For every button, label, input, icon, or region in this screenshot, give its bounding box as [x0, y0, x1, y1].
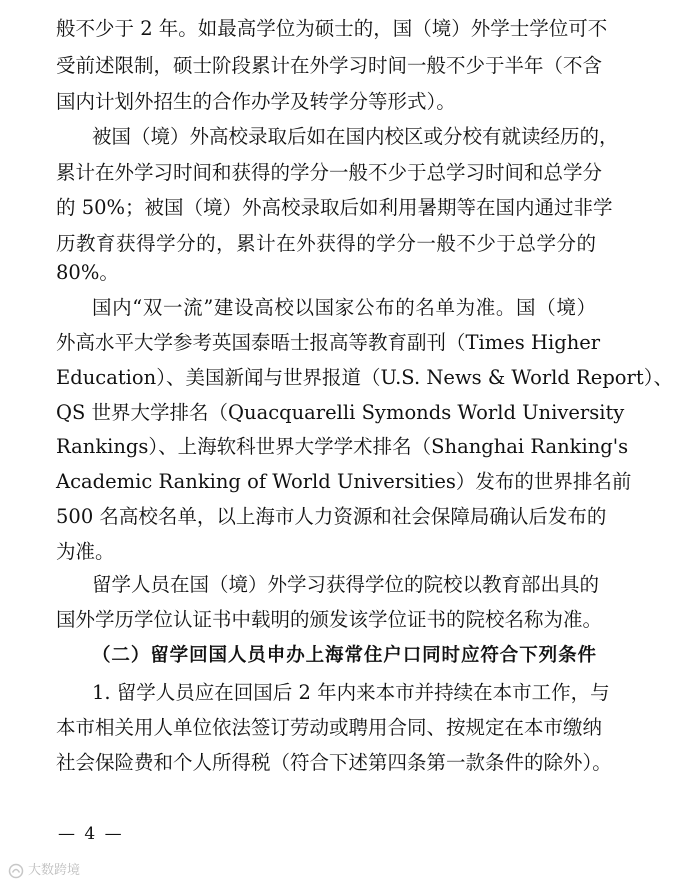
paragraph-line: 国外学历学位认证书中载明的颁发该学位证书的院校名称为准。: [56, 608, 603, 631]
section-heading: （二）留学回国人员申办上海常住户口同时应符合下列条件: [92, 645, 596, 666]
paragraph-line: 社会保险费和个人所得税（符合下述第四条第一款条件的除外）。: [56, 751, 612, 774]
paragraph-line: 的 50%；被国（境）外高校录取后如利用暑期等在国内通过非学: [56, 196, 613, 219]
paragraph-line: 般不少于 2 年。如最高学位为硕士的，国（境）外学士学位可不: [56, 17, 608, 40]
brand-logo-icon: [8, 863, 24, 879]
paragraph-line: 80%。: [56, 261, 119, 284]
paragraph-line: 国内“双一流”建设高校以国家公布的名单为准。国（境）: [92, 296, 596, 319]
watermark-text: 大数跨境: [28, 863, 81, 878]
paragraph-line: Rankings）、上海软科世界大学学术排名（Shanghai Ranking's: [56, 435, 629, 458]
paragraph-line: 国内计划外招生的合作办学及转学分等形式）。: [56, 90, 456, 113]
paragraph-line: 受前述限制，硕士阶段累计在外学习时间一般不少于半年（不含: [56, 54, 603, 77]
paragraph-line: 留学人员在国（境）外学习获得学位的院校以教育部出具的: [92, 573, 600, 596]
paragraph-line: 被国（境）外高校录取后如在国内校区或分校有就读经历的，: [92, 125, 619, 148]
paragraph-line: QS 世界大学排名（Quacquarelli Symonds World University: [56, 401, 625, 424]
paragraph-line: Academic Ranking of World Universities）发布的世界排名前: [56, 470, 632, 493]
paragraph-line: Education）、美国新闻与世界报道（U.S. News & World Report）、: [56, 366, 673, 389]
paragraph-line: 历教育获得学分的，累计在外获得的学分一般不少于总学分的: [56, 232, 596, 255]
paragraph-line: 累计在外学习时间和获得的学分一般不少于总学习时间和总学分: [56, 161, 603, 184]
paragraph-line: 为准。: [56, 540, 115, 563]
page-number: — 4 —: [58, 824, 124, 844]
paragraph-line: 外高水平大学参考英国泰晤士报高等教育副刊（Times Higher: [56, 331, 601, 354]
paragraph-line: 本市相关用人单位依法签订劳动或聘用合同、按规定在本市缴纳: [56, 716, 603, 739]
paragraph-line: 500 名高校名单，以上海市人力资源和社会保障局确认后发布的: [56, 505, 607, 528]
paragraph-line: 1. 留学人员应在回国后 2 年内来本市并持续在本市工作，与: [92, 681, 610, 704]
watermark: [8, 862, 80, 880]
